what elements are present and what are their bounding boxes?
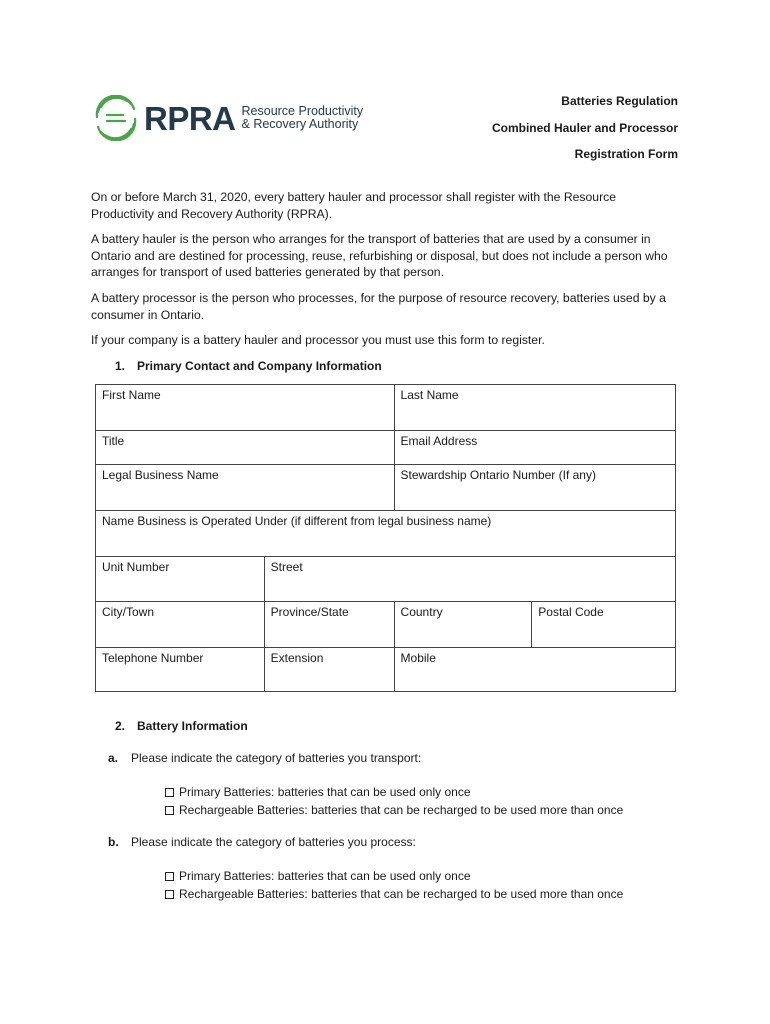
option-label: Rechargeable Batteries: batteries that can be recharged to be used more than once [179, 887, 624, 901]
email-label: Email Address [400, 434, 478, 448]
extension-field[interactable] [264, 648, 394, 692]
country-field[interactable] [394, 602, 532, 648]
rpra-logo-mark-icon [93, 95, 139, 141]
section1-number: 1. [115, 359, 126, 373]
option-label: Rechargeable Batteries: batteries that can be recharged to be used more than once [179, 803, 624, 817]
header-line1: Batteries Regulation [561, 94, 678, 108]
question-b-text: Please indicate the category of batteries you process: [131, 835, 416, 849]
city-label: City/Town [102, 605, 155, 619]
province-field[interactable] [264, 602, 394, 648]
postal-code-field[interactable] [532, 602, 676, 648]
last-name-field[interactable] [394, 385, 675, 431]
section1-heading [115, 359, 382, 373]
intro-paragraph: A battery hauler is the person who arranges for the transport of batteries that are used by a consumer in Ontario and are destined for processing, reuse, refurbishing or disposal, but does not include a person who arranges for transport of used batteries generated by that person. [91, 232, 668, 279]
process-rechargeable-option[interactable] [165, 887, 623, 901]
stewardship-number-field[interactable] [394, 465, 675, 511]
country-label: Country [400, 605, 443, 619]
first-name-label: First Name [102, 388, 161, 402]
title-field[interactable] [96, 431, 395, 465]
unit-number-label: Unit Number [102, 560, 170, 574]
logo-subtitle-line1: Resource Productivity [241, 104, 364, 118]
street-field[interactable] [264, 557, 675, 602]
checkbox[interactable] [165, 788, 174, 797]
telephone-label: Telephone Number [102, 651, 204, 665]
question-a [108, 751, 421, 765]
logo-wordmark: RPRA [144, 99, 236, 137]
section2-heading [115, 719, 248, 733]
section2-title: Battery Information [137, 719, 248, 733]
title-label: Title [102, 434, 125, 448]
option-label: Primary Batteries: batteries that can be used only once [179, 869, 471, 883]
checkbox[interactable] [165, 872, 174, 881]
stewardship-number-label: Stewardship Ontario Number (If any) [400, 468, 596, 482]
email-field[interactable] [394, 431, 675, 465]
question-b [108, 835, 416, 849]
street-label: Street [270, 560, 303, 574]
rpra-logo [93, 95, 363, 141]
question-a-label: a. [108, 751, 119, 765]
mobile-label: Mobile [400, 651, 436, 665]
operating-name-label: Name Business is Operated Under (if different from legal business name) [102, 514, 492, 528]
legal-business-name-field[interactable] [96, 465, 395, 511]
first-name-field[interactable] [96, 385, 395, 431]
intro-paragraph: On or before March 31, 2020, every battery hauler and processor shall register with the Resource Productivity and Recovery Authority (RPRA). [91, 190, 617, 221]
mobile-field[interactable] [394, 648, 675, 692]
transport-primary-option[interactable] [165, 785, 471, 799]
header-line2: Combined Hauler and Processor [491, 121, 678, 135]
legal-business-name-label: Legal Business Name [102, 468, 219, 482]
question-b-label: b. [108, 835, 119, 849]
operating-name-field[interactable] [96, 511, 676, 557]
logo-subtitle-line2: & Recovery Authority [241, 117, 359, 131]
telephone-field[interactable] [96, 648, 265, 692]
process-primary-option[interactable] [165, 869, 471, 883]
checkbox[interactable] [165, 890, 174, 899]
province-label: Province/State [270, 605, 349, 619]
city-field[interactable] [96, 602, 265, 648]
section1-title: Primary Contact and Company Information [137, 359, 382, 373]
question-a-text: Please indicate the category of batteries you transport: [131, 751, 422, 765]
intro-paragraph: If your company is a battery hauler and processor you must use this form to register. [91, 333, 545, 347]
intro-paragraph: A battery processor is the person who processes, for the purpose of resource recovery, batteries used by a consumer in Ontario. [91, 291, 666, 322]
section2-number: 2. [115, 719, 126, 733]
option-label: Primary Batteries: batteries that can be used only once [179, 785, 471, 799]
header-line3: Registration Form [574, 147, 678, 161]
postal-code-label: Postal Code [538, 605, 604, 619]
last-name-label: Last Name [400, 388, 459, 402]
unit-number-field[interactable] [96, 557, 265, 602]
checkbox[interactable] [165, 806, 174, 815]
logo-subtitle [242, 105, 364, 131]
transport-rechargeable-option[interactable] [165, 803, 623, 817]
contact-info-table [95, 384, 676, 692]
extension-label: Extension [270, 651, 324, 665]
